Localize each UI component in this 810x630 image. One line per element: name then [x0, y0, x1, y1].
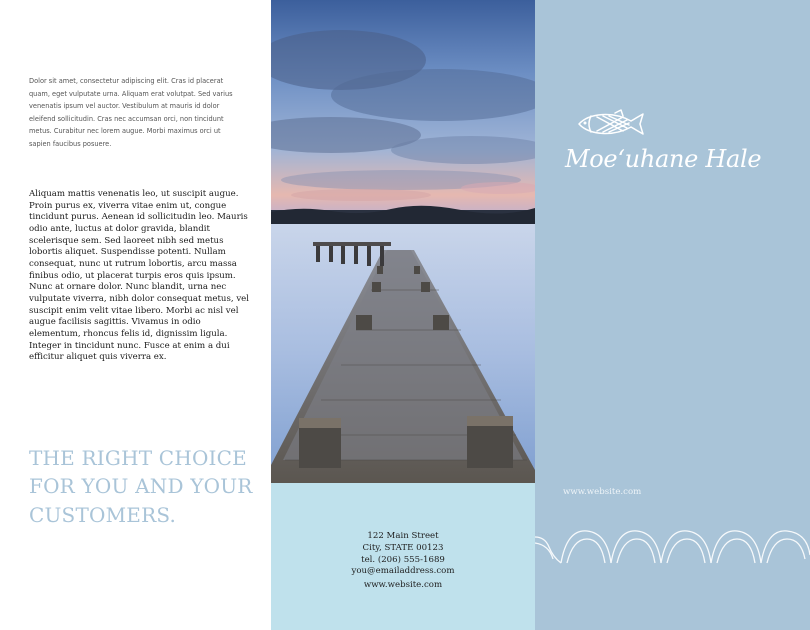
body-paragraph: Aliquam mattis venenatis leo, ut suscipit augue. Proin purus ex, viverra vitae enim ut, congue tincidunt purus. Aenean id sollicitudin leo. Mauris odio ante, luctus at dolor gravida, blandit scelerisque sem. Sed laoreet nibh sed metus lobortis aliquet. Suspendisse potenti. Nullam consequat, nunc ut rutrum lobortis, arcu massa finibus odio, ut placerat turpis eros quis ipsum. Nunc at ornare dolor. Nunc blandit, urna nec vulputate viverra, nibh dolor consequat metus, vel suscipit enim velit vitae libero. Morbi ac nisl vel augue facilisis sagittis. Vivamus in odio elementum, rhoncus felis id, dignissim ligula. Integer in tincidunt nunc. Fusce at enim a dui efficitur aliquet quis viverra ex.	[29, 189, 250, 363]
address-line: tel. (206) 555-1689	[361, 554, 445, 565]
right-panel	[535, 0, 810, 630]
middle-panel	[271, 0, 535, 630]
intro-paragraph: Dolor sit amet, consectetur adipiscing elit. Cras id placerat quam, eget vulputate urna. Aliquam erat volutpat. Sed varius venenatis ipsum vel auctor. Vestibulum at mauris id dolor eleifend sollicitudin. Cras nec accumsan orci, non tincidunt metus. Curabitur nec lorem augue. Morbi maximus orci ut sapien faucibus posuere.	[29, 77, 233, 148]
left-panel	[0, 0, 271, 630]
contact-address	[271, 531, 535, 592]
scallop-decoration	[535, 515, 810, 575]
address-line: City, STATE 00123	[362, 542, 444, 553]
tagline-heading: THE RIGHT CHOICE FOR YOU AND YOUR CUSTOMERS.	[29, 446, 253, 527]
address-line: 122 Main Street	[367, 531, 439, 541]
website-link[interactable]: www.website.com	[563, 487, 642, 497]
brand-name: Moeʻuhane Hale	[565, 145, 762, 173]
lake-pier-photo	[271, 0, 535, 483]
fish-icon	[575, 108, 647, 140]
website-link[interactable]: www.website.com	[363, 580, 443, 591]
address-line: you@emailaddress.com	[351, 566, 455, 577]
